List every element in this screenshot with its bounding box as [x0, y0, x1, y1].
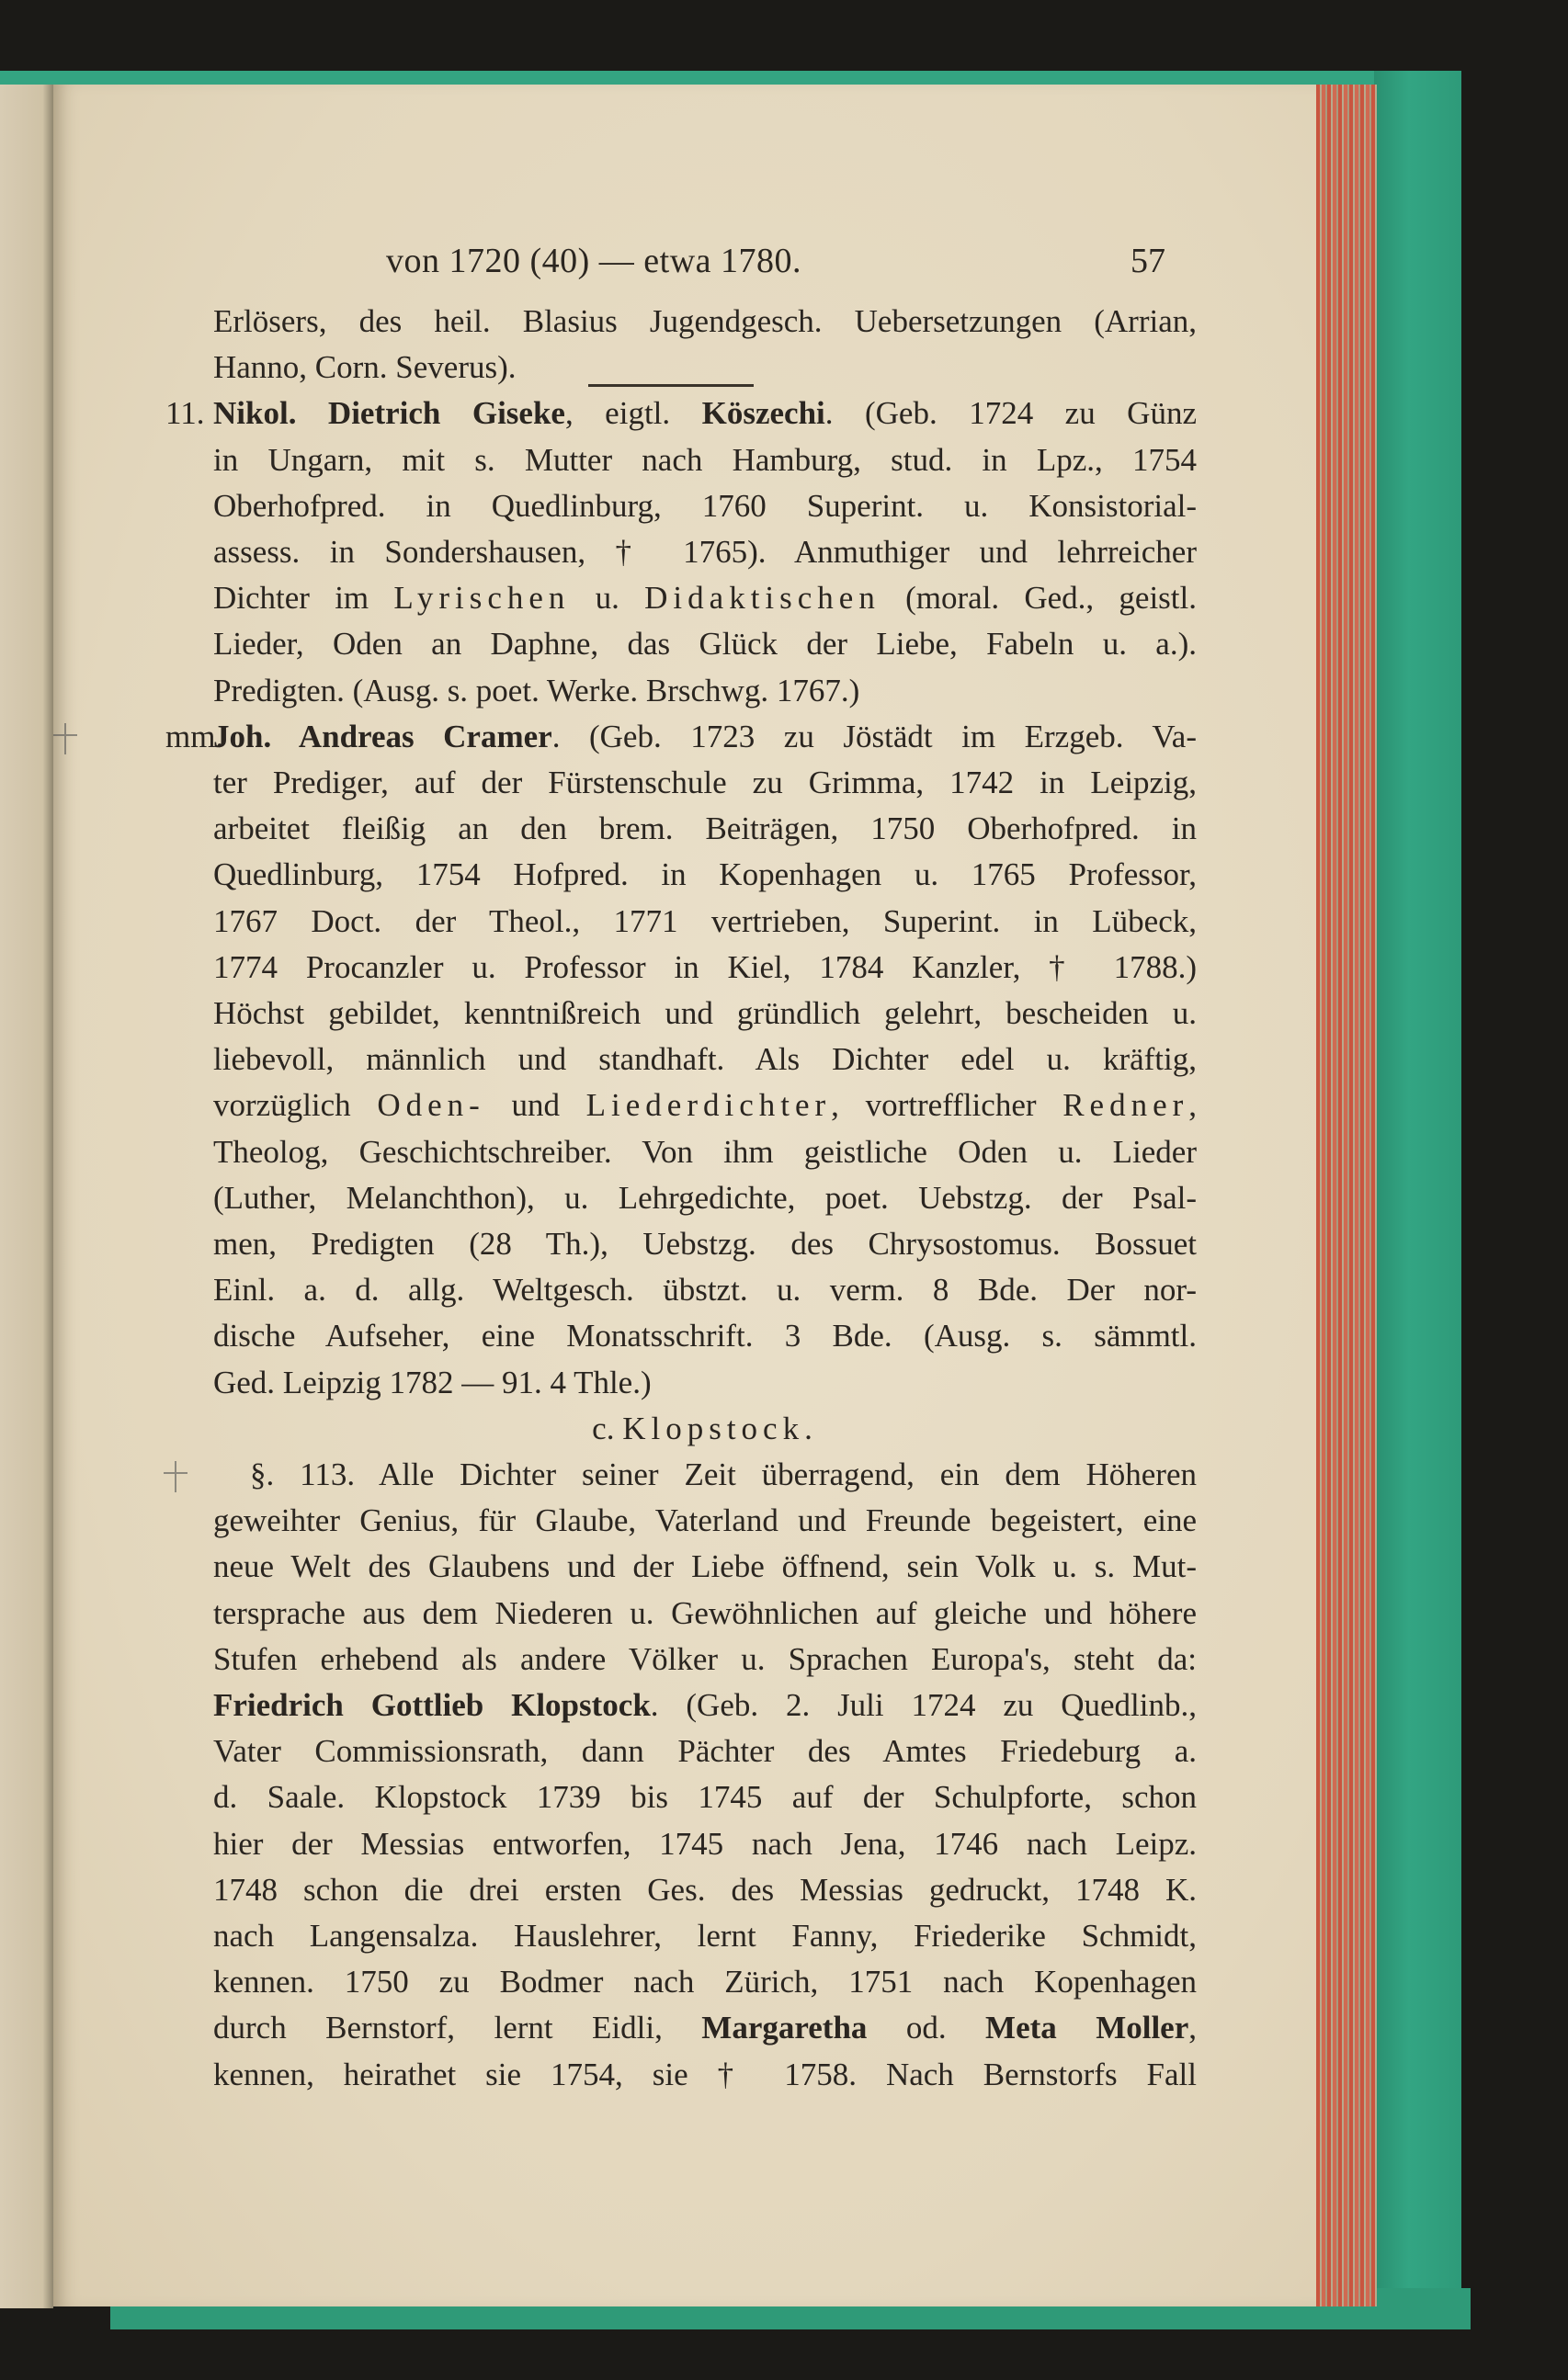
- text-line: [213, 1821, 1197, 1867]
- book-cover-top: [0, 71, 1434, 85]
- text-line: [213, 1221, 1197, 1267]
- text-line: [213, 1774, 1197, 1820]
- text-line: [165, 714, 1197, 760]
- text-segment: , eigtl.: [564, 395, 702, 432]
- entry-number: mm.: [165, 718, 224, 754]
- text-segment: ,: [1188, 2010, 1198, 2046]
- text-line: [213, 1867, 1197, 1913]
- text-line: [213, 1175, 1197, 1221]
- text-line: [213, 483, 1197, 529]
- text-line: [213, 852, 1197, 898]
- name-emphasis: Margaretha: [701, 2010, 868, 2046]
- text-line: [213, 1544, 1197, 1590]
- page-number: 57: [1131, 242, 1165, 280]
- name-emphasis: Joh. Andreas Cramer: [213, 718, 552, 754]
- text-segment: . (Geb. 2. Juli 1724 zu Quedlinb.,: [650, 1687, 1197, 1723]
- text-line: [213, 1728, 1197, 1774]
- book-cover-right: [1374, 71, 1461, 2313]
- text-segment: kennen. 1750 zu Bodmer nach Zürich, 1751 nach Kopenhagen: [213, 1964, 1197, 2000]
- text-line: [213, 1637, 1197, 1683]
- text-segment: durch Bernstorf, lernt Eidli,: [213, 2010, 702, 2046]
- text-line: [213, 621, 1197, 667]
- text-line: [213, 991, 1197, 1037]
- text-segment: (Luther, Melanchthon), u. Lehrgedichte, poet. Uebstzg. der Psal-: [213, 1179, 1197, 1216]
- text-segment: in Ungarn, mit s. Mutter nach Hamburg, stud. in Lpz., 1754: [213, 441, 1197, 478]
- text-segment: men, Predigten (28 Th.), Uebstzg. des Chrysostomus. Bossuet: [213, 1226, 1197, 1262]
- text-line: [213, 1913, 1197, 1959]
- text-segment: dische Aufseher, eine Monatsschrift. 3 Bde. (Ausg. s. sämmtl.: [213, 1318, 1197, 1354]
- facing-page-edge: [0, 85, 53, 2308]
- text-line: [213, 1959, 1197, 2005]
- text-segment: geweihter Genius, für Glaube, Vaterland und Freunde begeistert, eine: [213, 1502, 1197, 1539]
- text-segment: Theolog, Geschichtschreiber. Von ihm geistliche Oden u. Lieder: [213, 1133, 1197, 1170]
- spaced-emphasis: Klopstock.: [622, 1410, 818, 1446]
- text-segment: liebevoll, männlich und standhaft. Als Dichter edel u. kräftig,: [213, 1041, 1197, 1078]
- text-line: [213, 806, 1197, 852]
- entry-number: 11.: [165, 395, 205, 432]
- text-segment: kennen, heirathet sie 1754, sie † 1758. Nach Bernstorfs Fall: [213, 2056, 1197, 2092]
- name-emphasis: Meta Moller: [985, 2010, 1189, 2046]
- text-segment: vorzüglich: [213, 1087, 378, 1124]
- text-segment: c.: [592, 1410, 623, 1446]
- text-line: [213, 1591, 1197, 1637]
- text-segment: Ged. Leipzig 1782 — 91. 4 Thle.): [213, 1364, 652, 1400]
- text-line: [213, 575, 1197, 621]
- text-segment: neue Welt des Glaubens und der Liebe öffnend, sein Volk u. s. Mut-: [213, 1548, 1197, 1585]
- spaced-emphasis: Redner: [1062, 1087, 1189, 1124]
- section-heading: [213, 1406, 1197, 1452]
- text-segment: assess. in Sondershausen, † 1765). Anmuthiger und lehrreicher: [213, 534, 1197, 570]
- text-segment: Hanno, Corn. Severus).: [213, 349, 517, 386]
- text-line: [213, 529, 1197, 575]
- text-line: [213, 1313, 1197, 1359]
- page-edges: [1316, 85, 1377, 2306]
- text-line: [213, 2005, 1197, 2051]
- text-segment: u.: [570, 580, 645, 617]
- text-segment: Vater Commissionsrath, dann Pächter des Amtes Friedeburg a.: [213, 1733, 1197, 1770]
- text-segment: d. Saale. Klopstock 1739 bis 1745 auf der Schulpforte, schon: [213, 1779, 1197, 1816]
- text-line: [213, 1683, 1197, 1728]
- name-emphasis: Friedrich Gottlieb Klopstock: [213, 1687, 651, 1723]
- text-segment: 1774 Procanzler u. Professor in Kiel, 1784 Kanzler, † 1788.): [213, 948, 1197, 985]
- text-segment: arbeitet fleißig an den brem. Beiträgen, 1750 Oberhofpred. in: [213, 810, 1197, 847]
- text-line: [213, 299, 1197, 345]
- text-segment: Einl. a. d. allg. Weltgesch. übstzt. u. verm. 8 Bde. Der nor-: [213, 1272, 1197, 1309]
- text-line: [213, 1452, 1197, 1498]
- text-segment: und: [484, 1087, 586, 1124]
- text-line: [213, 1360, 1197, 1406]
- text-line: [213, 760, 1197, 806]
- spaced-emphasis: Liederdichter: [585, 1087, 832, 1124]
- text-line: [213, 945, 1197, 991]
- text-segment: (moral. Ged., geistl.: [880, 580, 1197, 617]
- text-line: [213, 1082, 1197, 1128]
- text-line: [213, 345, 1197, 391]
- text-line: [213, 1267, 1197, 1313]
- text-line: [213, 437, 1197, 483]
- spaced-emphasis: Didaktischen: [644, 580, 881, 617]
- text-segment: Lieder, Oden an Daphne, das Glück der Liebe, Fabeln u. a.).: [213, 626, 1197, 663]
- name-emphasis: Köszechi: [701, 395, 825, 432]
- text-segment: . (Geb. 1724 zu Günz: [824, 395, 1197, 432]
- running-title: von 1720 (40) — etwa 1780.: [386, 242, 802, 280]
- text-line: [213, 1037, 1197, 1082]
- text-line: [213, 2052, 1197, 2098]
- text-segment: Stufen erhebend als andere Völker u. Sprachen Europa's, steht da:: [213, 1640, 1197, 1677]
- text-segment: nach Langensalza. Hauslehrer, lernt Fanny, Friederike Schmidt,: [213, 1918, 1197, 1954]
- text-segment: Dichter im: [213, 580, 394, 617]
- pencil-mark-icon: [53, 723, 77, 747]
- text-segment: Oberhofpred. in Quedlinburg, 1760 Superint. u. Konsistorial-: [213, 487, 1197, 524]
- text-segment: ter Prediger, auf der Fürstenschule zu Grimma, 1742 in Leipzig,: [213, 765, 1197, 800]
- text-segment: tersprache aus dem Niederen u. Gewöhnlichen auf gleiche und höhere: [213, 1594, 1197, 1631]
- text-segment: 1767 Doct. der Theol., 1771 vertrieben, Superint. in Lübeck,: [213, 902, 1197, 939]
- text-segment: Erlösers, des heil. Blasius Jugendgesch. Uebersetzungen (Arrian,: [213, 303, 1197, 339]
- text-segment: 1748 schon die drei ersten Ges. des Messias gedruckt, 1748 K.: [213, 1871, 1197, 1908]
- text-segment: Quedlinburg, 1754 Hofpred. in Kopenhagen u. 1765 Professor,: [213, 856, 1197, 893]
- spaced-emphasis: Oden-: [377, 1087, 485, 1124]
- page-header: [0, 241, 1568, 287]
- pencil-mark-icon: [164, 1461, 187, 1485]
- spaced-emphasis: Lyrischen: [393, 580, 571, 617]
- text-segment: Predigten. (Ausg. s. poet. Werke. Brschwg. 1767.): [213, 672, 860, 708]
- text-line: [213, 668, 1197, 714]
- text-line: [213, 899, 1197, 945]
- text-segment: od.: [867, 2010, 986, 2046]
- text-line: [213, 1129, 1197, 1175]
- text-segment: Höchst gebildet, kenntnißreich und gründlich gelehrt, bescheiden u.: [213, 995, 1197, 1031]
- text-segment: hier der Messias entworfen, 1745 nach Jena, 1746 nach Leipz.: [213, 1825, 1197, 1862]
- text-segment: , vortrefflicher: [831, 1087, 1063, 1124]
- text-line: [165, 391, 1197, 436]
- text-segment: §. 113. Alle Dichter seiner Zeit überragend, ein dem Höheren: [250, 1456, 1197, 1492]
- text-segment: . (Geb. 1723 zu Jöstädt im Erzgeb. Va-: [551, 718, 1197, 754]
- text-segment: ,: [1188, 1087, 1198, 1124]
- name-emphasis: Nikol. Dietrich Giseke: [213, 395, 565, 432]
- text-line: [213, 1498, 1197, 1544]
